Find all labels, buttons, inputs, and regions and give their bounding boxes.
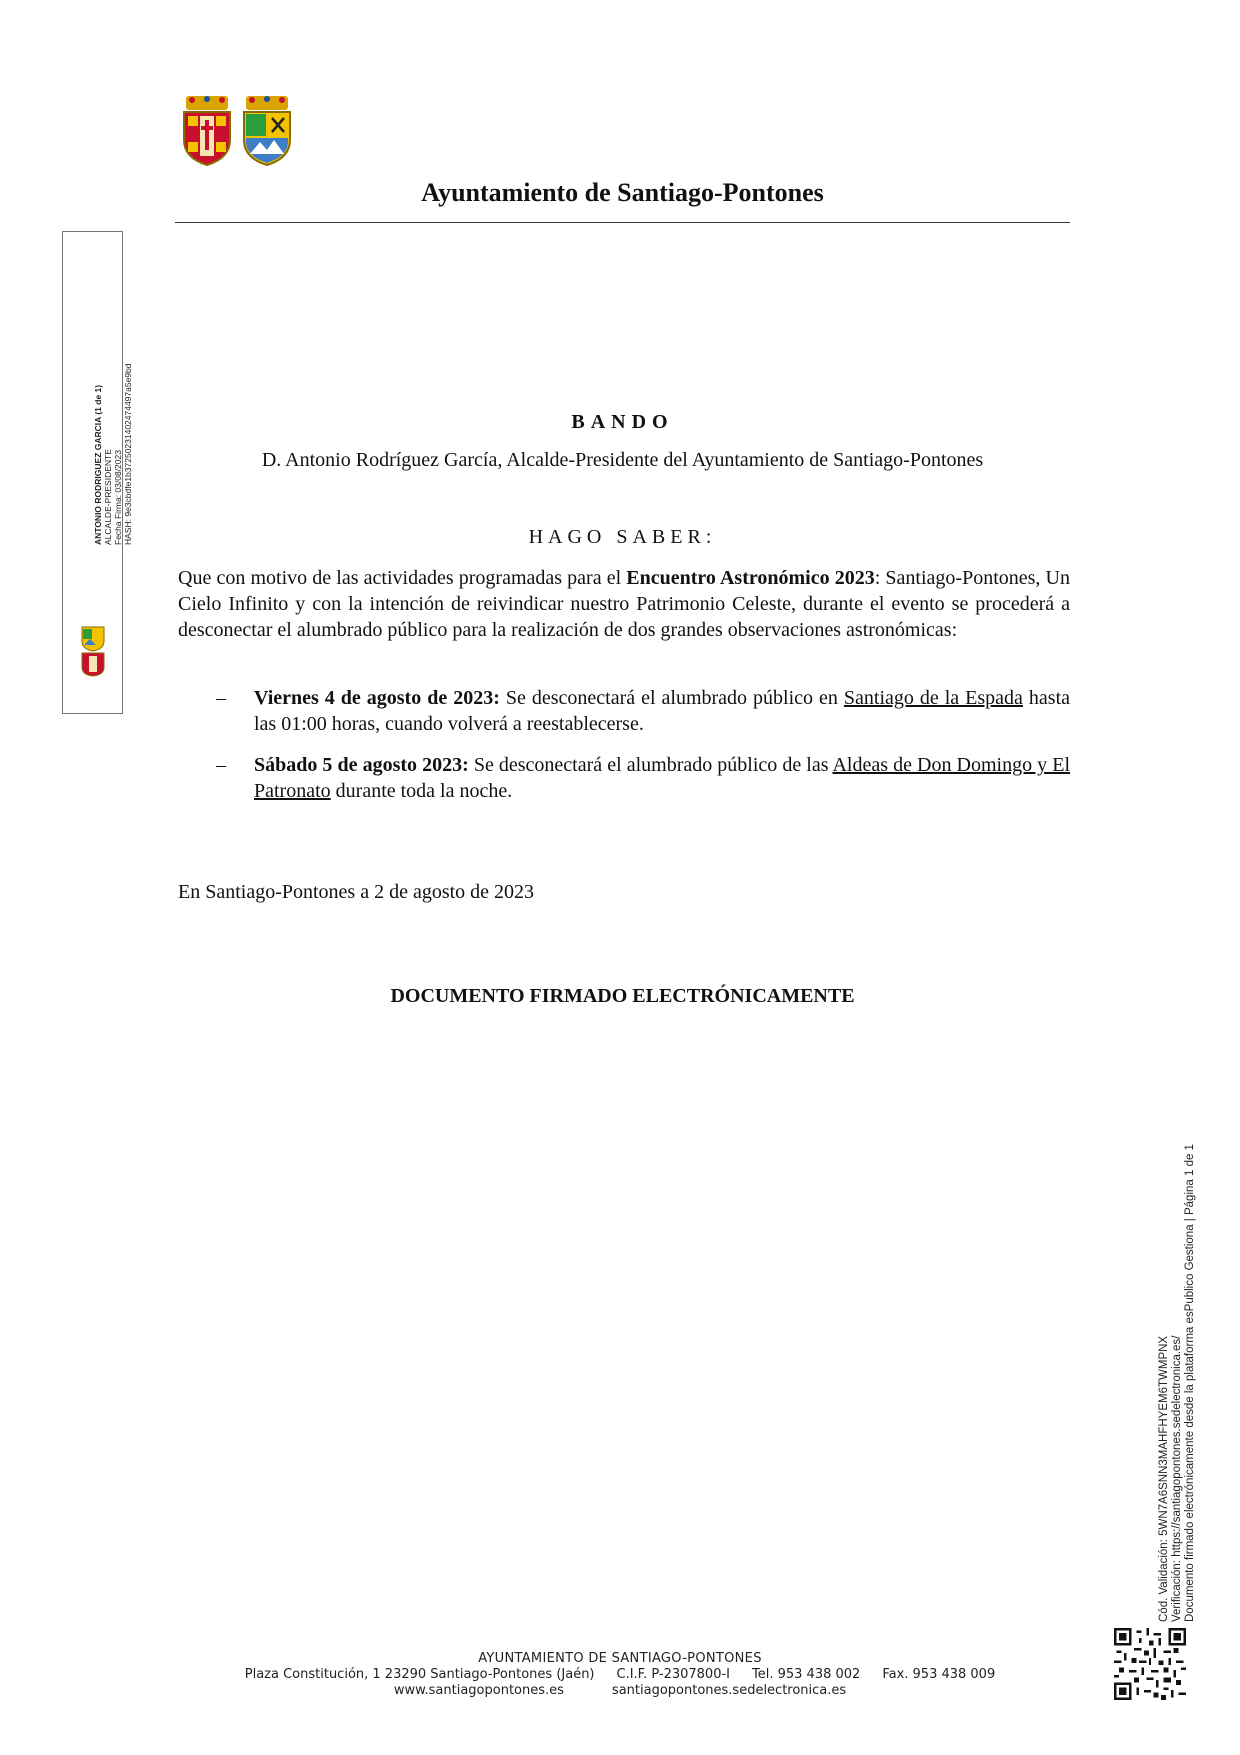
header-divider — [175, 222, 1070, 223]
validation-code: Cód. Validación: 5WN7A6SNN3MAHFHYEM6TWMPNX — [1158, 1335, 1170, 1622]
footer-fax: Fax. 953 438 009 — [882, 1667, 996, 1682]
coat-of-arms-icon — [240, 96, 294, 166]
list-item: – Sábado 5 de agosto 2023: Se desconectará el alumbrado público de las Aldeas de Don Domingo y El Patronato durante toda la noche. — [216, 754, 1071, 802]
mini-coat-of-arms-icon — [80, 625, 106, 677]
organization-title: Ayuntamiento de Santiago-Pontones — [421, 178, 824, 207]
signature-date: Fecha Firma: 03/08/2023 — [113, 450, 123, 545]
intro-line: D. Antonio Rodríguez García, Alcalde-Presidente del Ayuntamiento de Santiago-Pontones — [261, 449, 984, 471]
coat-of-arms-icon — [180, 96, 234, 166]
qr-code-icon — [1114, 1628, 1186, 1700]
footer-cif: C.I.F. P-2307800-I — [616, 1667, 730, 1682]
footer-tel: Tel. 953 438 002 — [752, 1667, 861, 1682]
footer-contact-row — [200, 1667, 1040, 1682]
footer-web-row — [200, 1683, 1040, 1698]
signed-notice: DOCUMENTO FIRMADO ELECTRÓNICAMENTE — [390, 985, 855, 1007]
signature-hash: HASH: 9e3cbdfe1b37250231402474497a5e9bd — [123, 363, 133, 545]
platform-note: Documento firmado electrónicamente desde la plataforma esPublico Gestiona | Página 1 de 1 — [1184, 1144, 1196, 1622]
footer — [200, 1651, 1040, 1698]
date-line: En Santiago-Pontones a 2 de agosto de 2023 — [178, 881, 535, 903]
verification-url: Verificación: https://santiagopontones.sedelectronica.es/ — [1171, 1335, 1183, 1622]
document-heading: BANDO — [571, 411, 674, 433]
event-name: Encuentro Astronómico 2023 — [626, 567, 875, 589]
signer-name: ANTONIO RODRIGUEZ GARCIA (1 de 1) — [93, 384, 103, 545]
signature-text — [93, 364, 133, 546]
validation-text — [1158, 1144, 1197, 1622]
hago-saber-heading: HAGO SABER: — [528, 526, 717, 548]
footer-address: Plaza Constitución, 1 23290 Santiago-Pontones (Jaén) — [244, 1667, 595, 1682]
signer-role: ALCALDE-PRESIDENTE — [103, 449, 113, 545]
footer-website-link[interactable]: www.santiagopontones.es — [393, 1683, 564, 1698]
footer-sede-link[interactable]: santiagopontones.sedelectronica.es — [611, 1683, 847, 1698]
list-item: – Viernes 4 de agosto de 2023: Se desconectará el alumbrado público en Santiago de la Espada hasta las 01:00 horas, cuando volverá a reestablecerse. — [216, 687, 1071, 735]
main-paragraph: Que con motivo de las actividades programadas para el Encuentro Astronómico 2023: Santiago-Pontones, Un Cielo Infinito y con la intención de reivindicar nuestro Patrimonio Celeste, durante el evento se procederá a desconectar el alumbrado público para la realización de dos grandes observaciones astronómicas: — [178, 567, 1070, 641]
footer-title: AYUNTAMIENTO DE SANTIAGO-PONTONES — [478, 1651, 762, 1666]
header-crests — [180, 96, 300, 168]
signature-stamp — [62, 231, 133, 714]
